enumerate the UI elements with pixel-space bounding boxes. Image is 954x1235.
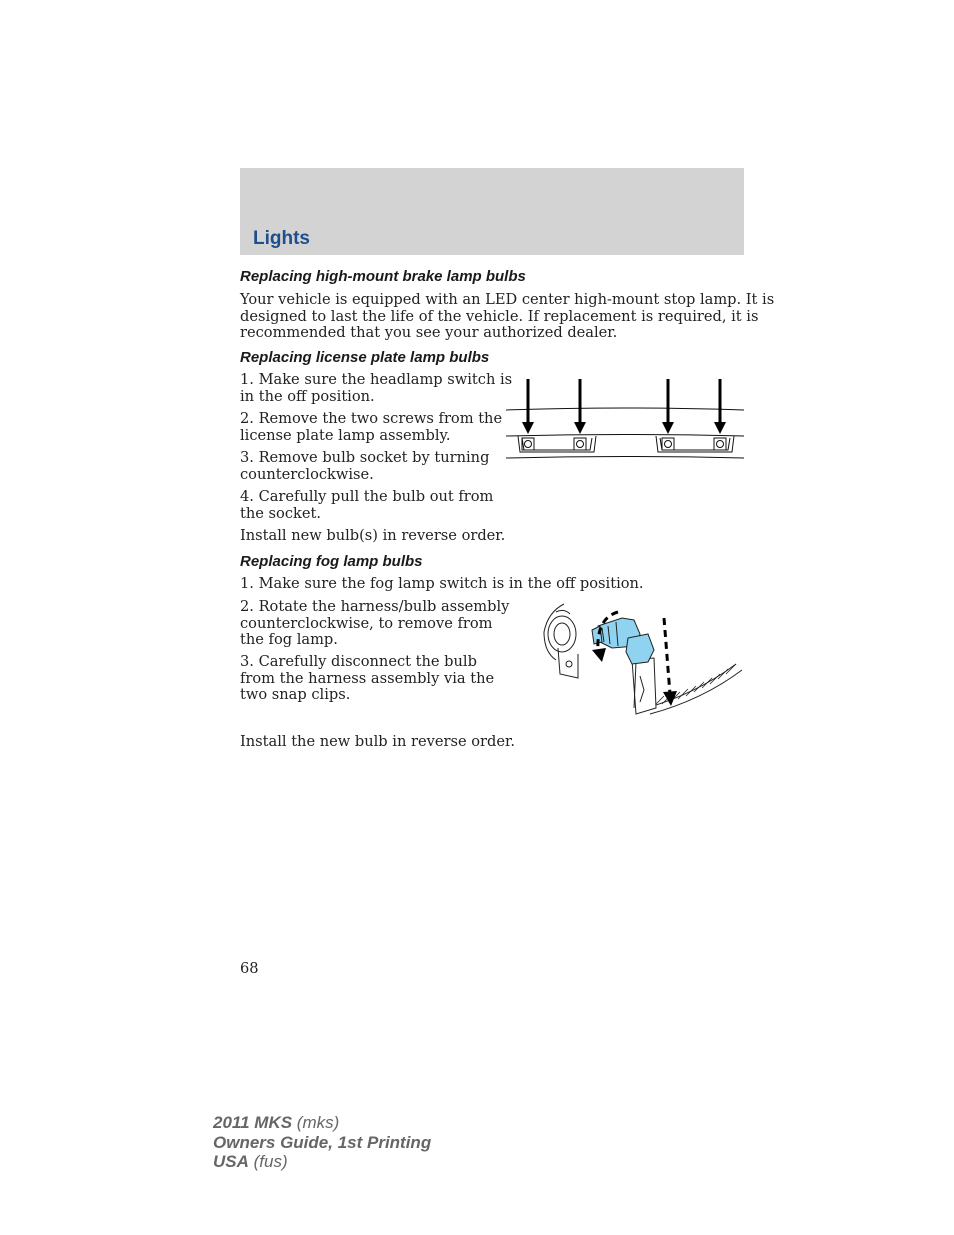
brake-line-1: Your vehicle is equipped with an LED center high-mount stop lamp. It is [240, 291, 775, 308]
heading-brake-lamp: Replacing high-mount brake lamp bulbs [240, 268, 526, 285]
footer-model-code: (mks) [292, 1113, 340, 1132]
license-step-3-line-a: 3. Remove bulb socket by turning [240, 449, 490, 466]
footer-region: USA [213, 1152, 249, 1171]
section-title: Lights [253, 228, 310, 249]
document-footer [213, 1113, 431, 1172]
fog-step-3-line-a: 3. Carefully disconnect the bulb [240, 653, 477, 670]
fog-step-3 [240, 654, 494, 704]
page-number: 68 [240, 960, 259, 977]
fog-step-2-line-b: counterclockwise, to remove from [240, 614, 493, 632]
license-step-1-line-a: 1. Make sure the headlamp switch is [240, 371, 513, 388]
heading-license-lamp: Replacing license plate lamp bulbs [240, 349, 490, 366]
footer-line-2: Owners Guide, 1st Printing [213, 1132, 432, 1152]
license-step-2 [240, 411, 502, 444]
license-step-1 [240, 372, 512, 405]
fog-step-2-line-c: the fog lamp. [240, 631, 338, 648]
fog-step-1: 1. Make sure the fog lamp switch is in the off position. [240, 575, 644, 592]
footer-line-1 [213, 1113, 431, 1133]
license-step-4 [240, 489, 493, 522]
license-step-3-line-b: counterclockwise. [240, 465, 374, 483]
license-install-note: Install new bulb(s) in reverse order. [240, 527, 506, 544]
fog-install-note: Install the new bulb in reverse order. [240, 733, 515, 750]
brake-lamp-paragraph [240, 292, 774, 342]
section-header-band [240, 168, 744, 255]
brake-line-3: recommended that you see your authorized dealer. [240, 324, 618, 341]
fog-step-3-line-c: two snap clips. [240, 686, 351, 703]
fog-lamp-bulb-illustration [536, 598, 744, 720]
license-step-4-line-b: the socket. [240, 504, 321, 522]
brake-line-2: designed to last the life of the vehicle. If replacement is required, it is [240, 307, 759, 325]
footer-region-code: (fus) [248, 1152, 288, 1171]
heading-fog-lamp: Replacing fog lamp bulbs [240, 553, 423, 570]
license-step-2-line-b: license plate lamp assembly. [240, 426, 451, 444]
license-step-4-line-a: 4. Carefully pull the bulb out from [240, 488, 494, 505]
license-step-1-line-b: in the off position. [240, 387, 375, 405]
fog-step-2 [240, 599, 509, 649]
license-step-2-line-a: 2. Remove the two screws from the [240, 410, 503, 427]
footer-model: 2011 MKS [213, 1113, 293, 1132]
fog-step-2-line-a: 2. Rotate the harness/bulb assembly [240, 598, 510, 615]
license-plate-lamp-illustration [504, 376, 746, 476]
license-step-3 [240, 450, 489, 483]
footer-line-3 [213, 1152, 431, 1172]
fog-step-3-line-b: from the harness assembly via the [240, 669, 495, 687]
